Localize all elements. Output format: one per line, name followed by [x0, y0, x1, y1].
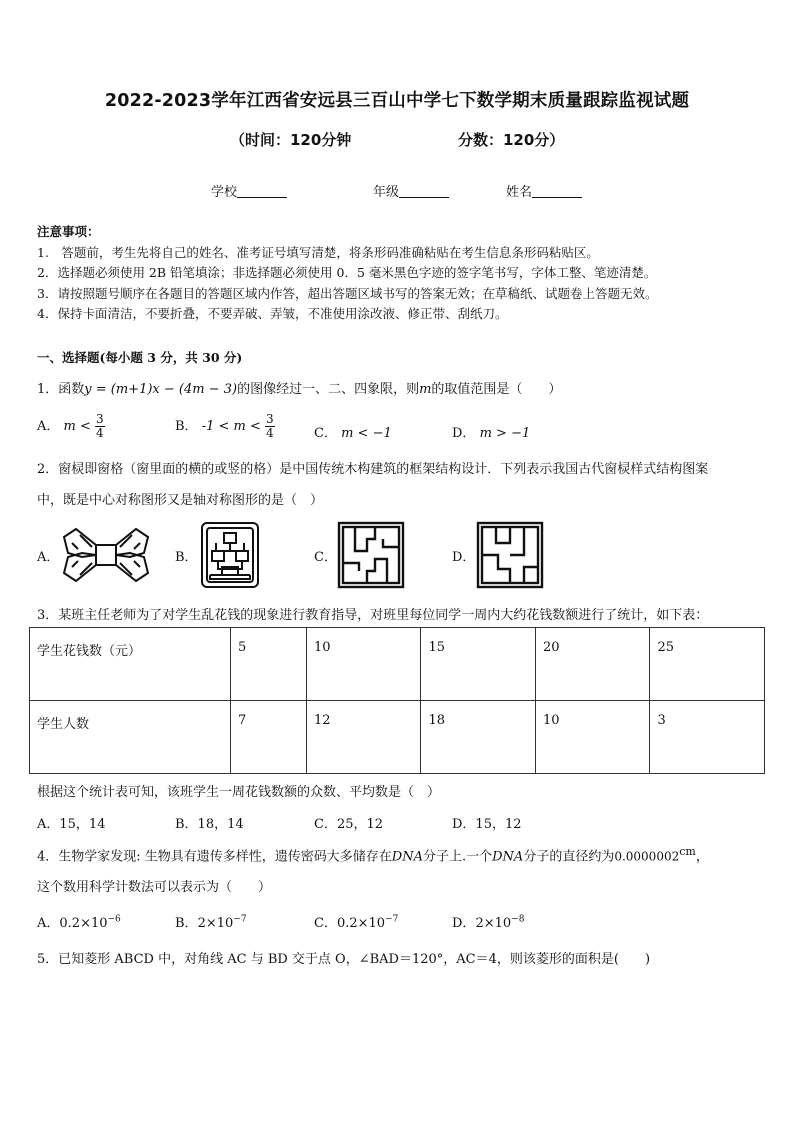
numerator: 3 [266, 412, 274, 426]
school-field [211, 181, 287, 200]
table-cell: 3 [650, 701, 765, 774]
q2-label-b: B． [175, 550, 198, 565]
q1-option-c [314, 422, 392, 441]
window-pattern-c-icon [337, 521, 405, 589]
fraction [265, 413, 275, 440]
q1-formula: y = (m+1)x − (4m − 3) [84, 382, 238, 397]
grade-field [373, 181, 449, 200]
option-label: C． [314, 426, 337, 441]
window-pattern-d-icon [476, 521, 544, 589]
table-cell: 18 [421, 701, 536, 774]
q1-mid: 的图像经过一、二、四象限，则 [237, 382, 420, 397]
table-cell: 7 [231, 701, 307, 774]
school-label: 学校 [211, 185, 238, 200]
grade-label: 年级 [373, 185, 400, 200]
table-cell: 10 [535, 701, 650, 774]
spending-table [29, 627, 765, 774]
table-cell: 10 [306, 628, 421, 701]
q4-option-b [175, 912, 247, 931]
table-row [30, 701, 765, 774]
q1-option-d [452, 422, 530, 441]
question-3-prompt: 根据这个统计表可知，该班学生一周花钱数额的众数、平均数是（ ） [37, 785, 441, 800]
q1-option-a [37, 413, 105, 440]
fraction [95, 413, 105, 440]
table-row-header: 学生花钱数（元） [30, 628, 231, 701]
q3-option-d: D．15，12 [452, 817, 522, 832]
option-label: A． [37, 419, 60, 434]
window-pattern-a-icon [58, 523, 154, 587]
exponent: −7 [233, 914, 247, 925]
option-label: B． [175, 419, 198, 434]
q4-option-c [314, 912, 398, 931]
q3-option-a: A．15，14 [37, 817, 106, 832]
q4-option-a [37, 912, 121, 931]
name-field [506, 181, 582, 200]
option-expr: m < [63, 419, 91, 434]
table-cell: 20 [535, 628, 650, 701]
q2-label-c: C． [314, 550, 337, 565]
question-4 [37, 845, 709, 864]
q1-option-b [175, 413, 275, 440]
q1-prefix: 1．函数 [37, 382, 85, 397]
option-expr: 2×10 [197, 916, 234, 931]
note-item: 2．选择题必须使用 2B 铅笔填涂；非选择题必须使用 0．5 毫米黑色字迹的签字笔书写，字体工整、笔迹清楚。 [37, 265, 657, 280]
name-label: 姓名 [506, 185, 533, 200]
option-label: D． [452, 916, 476, 931]
option-label: A． [37, 916, 60, 931]
question-4-line2: 这个数用科学计数法可以表示为（ ） [37, 880, 272, 895]
grade-blank [399, 184, 449, 198]
q4-unit: cm [679, 845, 696, 858]
question-3: 3．某班主任老师为了对学生乱花钱的现象进行教育指导，对班里每位同学一周内大约花钱数额进行了统计，如下表： [37, 608, 709, 623]
q4-dna: DNA [492, 849, 524, 865]
option-expr: 0.2×10 [336, 916, 386, 931]
denominator: 4 [96, 426, 104, 440]
page-title: 2022-2023学年江西省安远县三百山中学七下数学期末质量跟踪监视试题 [104, 91, 690, 111]
q4-number: 0.0000002 [614, 849, 680, 864]
numerator: 3 [96, 412, 104, 426]
q4-text: ， [695, 849, 709, 865]
table-row [30, 628, 765, 701]
school-blank [237, 184, 287, 198]
q3-option-b: B．18，14 [175, 817, 244, 832]
option-expr: 2×10 [475, 916, 512, 931]
option-label: B． [175, 916, 198, 931]
q4-text: 4．生物学家发现: 生物具有遗传多样性，遗传密码大多储存在 [37, 849, 392, 865]
exponent: −6 [107, 914, 121, 925]
option-expr: m > −1 [479, 426, 531, 441]
section-title: 一、选择题(每小题 3 分，共 30 分) [37, 350, 243, 365]
q1-suffix: 的取值范围是（ ） [431, 382, 562, 397]
exam-score: 分数：120分） [458, 131, 565, 149]
option-expr: -1 < m < [201, 419, 261, 434]
q2-label-d: D． [452, 550, 476, 565]
table-cell: 12 [306, 701, 421, 774]
exam-time: （时间：120分钟 [230, 131, 352, 149]
notes-heading: 注意事项： [37, 224, 100, 239]
q3-option-c: C．25，12 [314, 817, 384, 832]
option-label: D． [452, 426, 476, 441]
option-label: C． [314, 916, 337, 931]
table-row-header: 学生人数 [30, 701, 231, 774]
denominator: 4 [266, 426, 274, 440]
q2-label-a: A． [37, 550, 60, 565]
table-cell: 5 [231, 628, 307, 701]
window-pattern-b-icon [200, 521, 260, 589]
q1-var: m [419, 382, 432, 397]
q4-dna: DNA [391, 849, 423, 865]
note-item: 1. 答题前，考生先将自己的姓名、准考证号填写清楚，将条形码准确粘贴在考生信息条形码粘贴区。 [37, 244, 599, 260]
q4-text: 分子上.一个 [422, 849, 493, 865]
exponent: −7 [385, 914, 399, 925]
question-2-line1: 2．窗棂即窗格（窗里面的横的或竖的格）是中国传统木构建筑的框架结构设计．下列表示我国古代窗棂样式结构图案 [37, 462, 709, 477]
option-expr: 0.2×10 [59, 916, 108, 931]
question-1 [37, 378, 561, 397]
q4-text: 分子的直径约为 [523, 849, 615, 865]
table-cell: 15 [421, 628, 536, 701]
name-blank [532, 184, 582, 198]
option-expr: m < −1 [341, 426, 392, 441]
note-item: 3．请按照题号顺序在各题目的答题区域内作答，超出答题区域书写的答案无效；在草稿纸、试题卷上答题无效。 [37, 285, 658, 301]
q4-option-d [452, 912, 524, 931]
question-5: 5．已知菱形 ABCD 中，对角线 AC 与 BD 交于点 O，∠BAD＝120°，AC＝4，则该菱形的面积是( ) [37, 952, 651, 967]
table-cell: 25 [650, 628, 765, 701]
note-item: 4．保持卡面清洁，不要折叠，不要弄破、弄皱，不准使用涂改液、修正带、刮纸刀。 [37, 306, 508, 321]
question-2-line2: 中，既是中心对称图形又是轴对称图形的是（ ） [37, 493, 324, 508]
exponent: −8 [511, 914, 525, 925]
notes-block [37, 222, 657, 325]
